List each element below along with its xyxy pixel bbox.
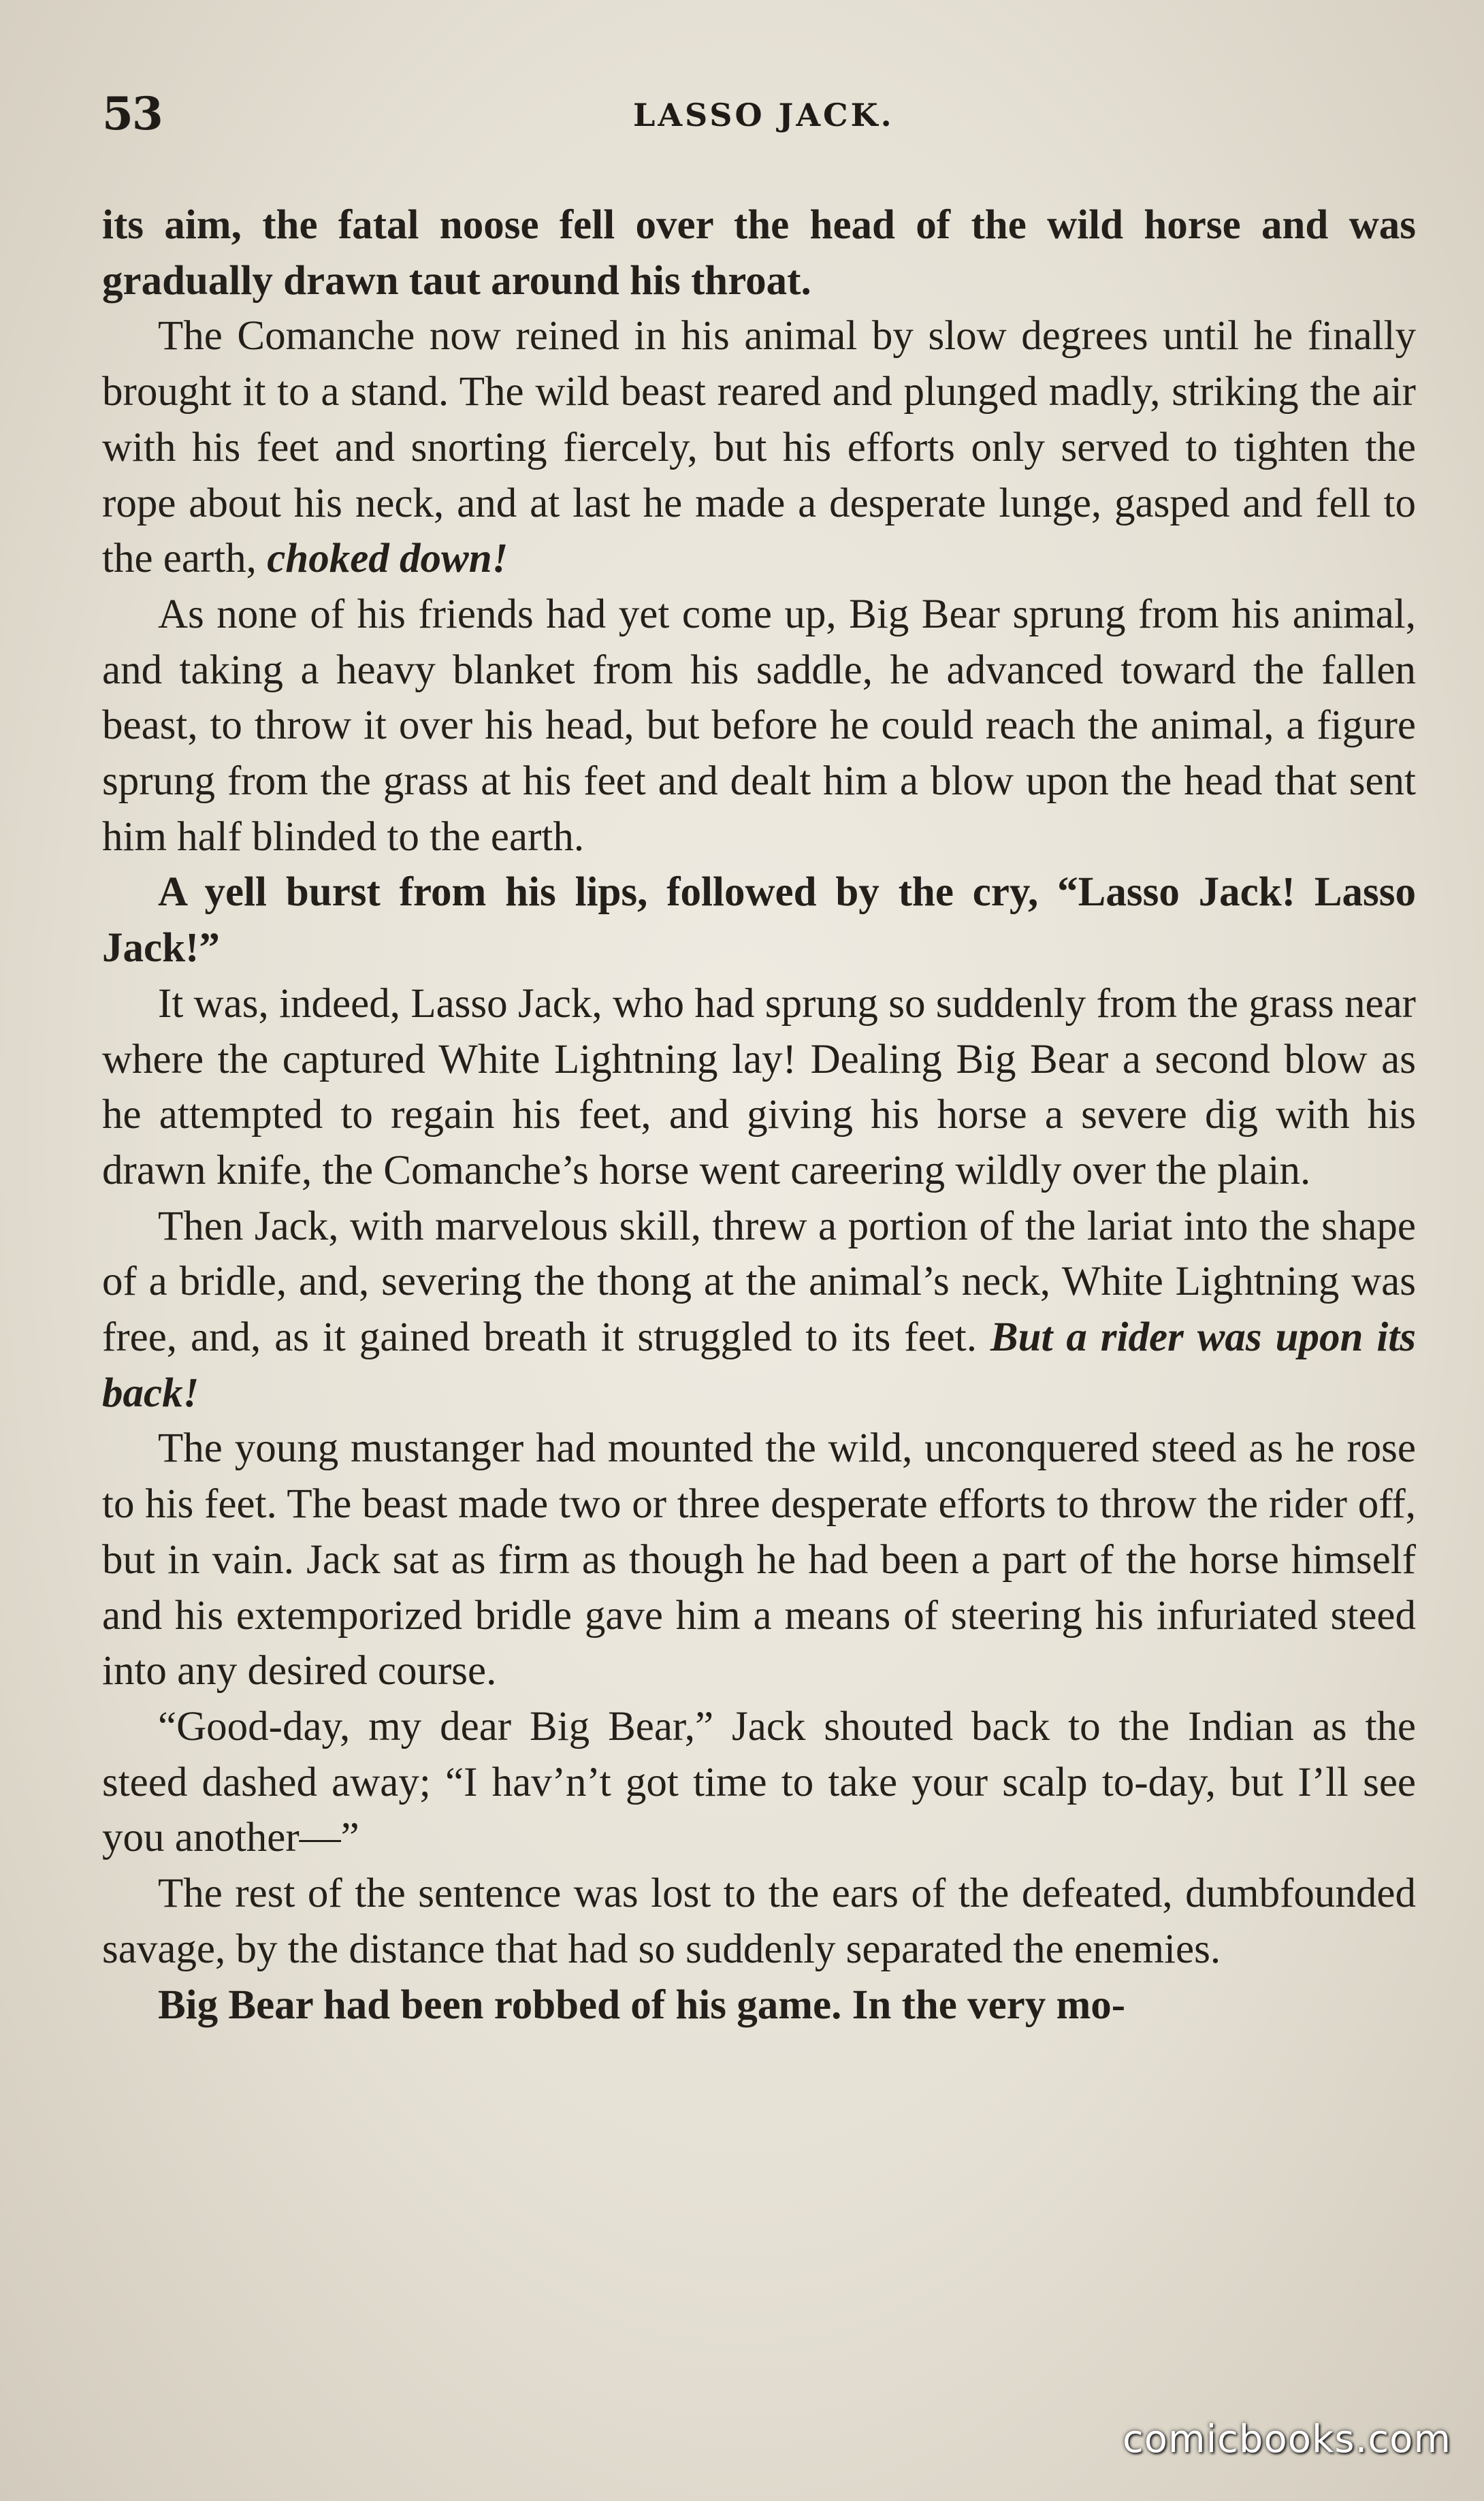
- paragraph-2-text: The Comanche now reined in his animal by slow degrees until he finally brought it to a stand. The wild beast reared and plunged madly, striking the air with his feet and snorting fiercely, but his efforts only served to tighten the rope about his neck, and at last he made a desperate lunge, gasped and fell to the earth,: [102, 313, 1416, 582]
- paragraph-7: The young mustanger had mounted the wild, unconquered steed as he rose to his feet. The beast made two or three desperate efforts to throw the rider off, but in vain. Jack sat as firm as though he had been a part of the horse himself and his extemporized bridle gave him a means of steering his infuriated steed into any desired course.: [102, 1425, 1416, 1694]
- story-text: [102, 197, 1416, 2033]
- paragraph-9: The rest of the sentence was lost to the ears of the defeated, dumbfounded savage, by the distance that had so suddenly separated the enemies.: [102, 1871, 1416, 1972]
- watermark: comicbooks.com: [1122, 2417, 1451, 2462]
- paragraph-2: [102, 308, 1416, 587]
- page-number: 53: [102, 87, 162, 140]
- paragraph-8: “Good-day, my dear Big Bear,” Jack shouted back to the Indian as the steed dashed away; “I hav’n’t got time to take your scalp to-day, but I’ll see you another—”: [102, 1703, 1416, 1861]
- paragraph-3: As none of his friends had yet come up, Big Bear sprung from his animal, and taking a heavy blanket from his saddle, he advanced toward the fallen beast, to throw it over his head, but before he could reach the animal, a figure sprung from the grass at his feet and dealt him a blow upon the head that sent him half blinded to the earth.: [102, 591, 1416, 860]
- page-header: [102, 87, 1416, 148]
- paragraph-6: [102, 1199, 1416, 1421]
- paragraph-1: its aim, the fatal noose fell over the head of the wild horse and was gradually drawn taut around his throat.: [102, 202, 1416, 304]
- paragraph-4: A yell burst from his lips, followed by the cry, “Lasso Jack! Lasso Jack!”: [102, 869, 1416, 971]
- running-head: LASSO JACK.: [633, 97, 894, 133]
- paragraph-6-emphasis: But a rider was upon its back!: [102, 1314, 1416, 1416]
- paragraph-6-text: Then Jack, with marvelous skill, threw a portion of the lariat into the shape of a bridle, and, severing the thong at the animal’s neck, White Lightning was free, and, as it gained breath it struggled to its feet.: [102, 1203, 1416, 1361]
- paragraph-5: It was, indeed, Lasso Jack, who had sprung so suddenly from the grass near where the captured White Lightning lay! Dealing Big Bear a second blow as he attempted to regain his feet, and giving his horse a severe dig with his drawn knife, the Comanche’s horse went careering wildly over the plain.: [102, 980, 1416, 1193]
- paragraph-2-emphasis: choked down!: [267, 536, 509, 582]
- paragraph-10: Big Bear had been robbed of his game. In the very mo-: [158, 1982, 1126, 2028]
